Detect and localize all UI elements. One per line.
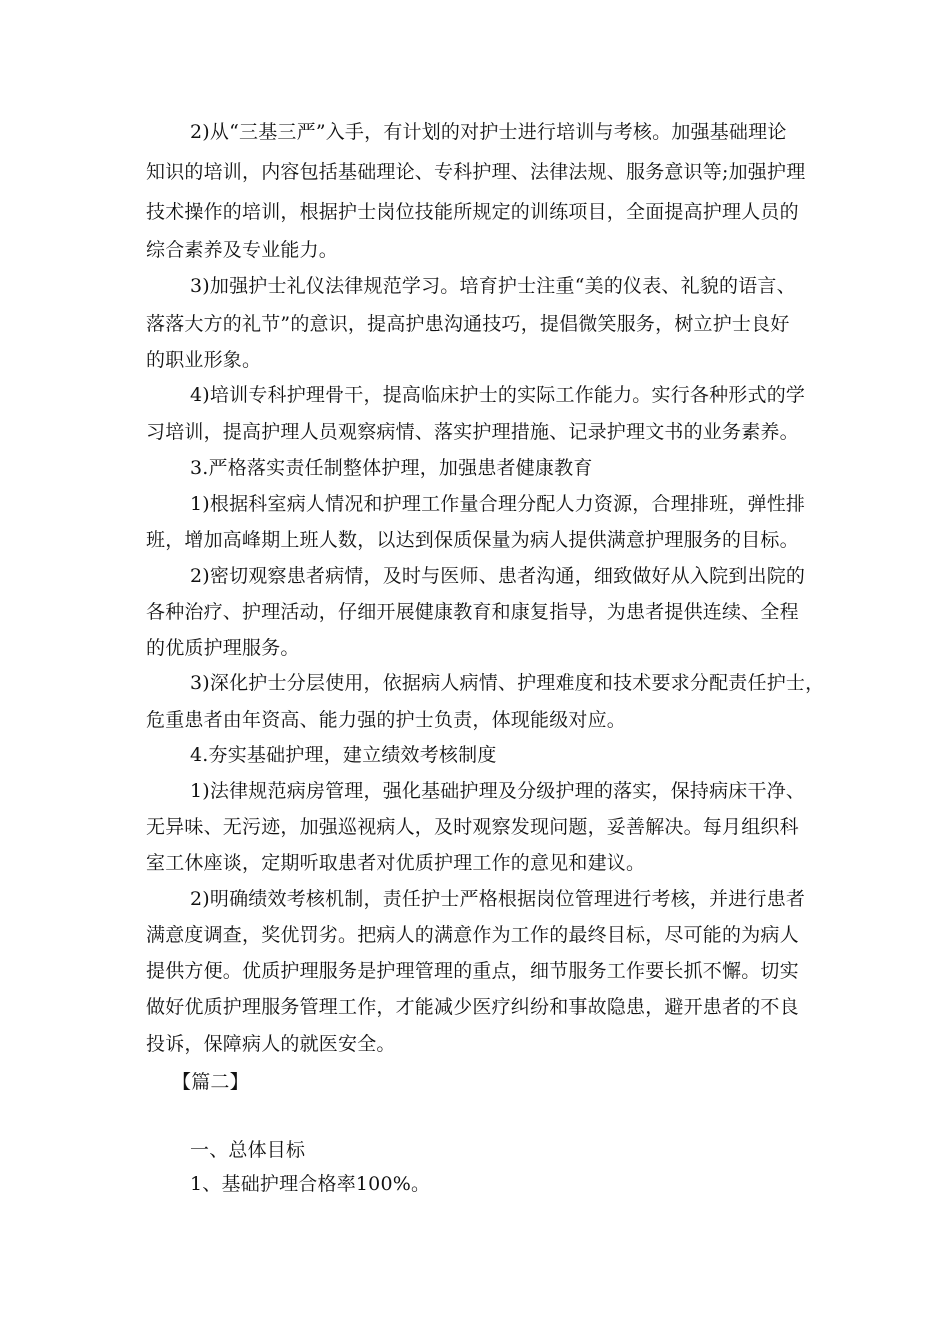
paragraph-line: 的职业形象。 [146,349,262,371]
paragraph-line: 无异味、无污迹，加强巡视病人，及时观察发现问题，妥善解决。每月组织科 [146,816,799,838]
paragraph-line: 2)从“三基三严”入手，有计划的对护士进行培训与考核。加强基础理论 [190,121,787,143]
paragraph-line: 提供方便。优质护理服务是护理管理的重点，细节服务工作要长抓不懈。切实 [146,960,799,982]
paragraph-line: 综合素养及专业能力。 [146,239,339,261]
paragraph-line: 各种治疗、护理活动，仔细开展健康教育和康复指导，为患者提供连续、全程 [146,601,799,623]
paragraph-line: 投诉，保障病人的就医安全。 [146,1033,396,1055]
paragraph-line: 班，增加高峰期上班人数，以达到保质保量为病人提供满意护理服务的目标。 [146,529,799,551]
paragraph-line: 落落大方的礼节”的意识，提高护患沟通技巧，提倡微笑服务，树立护士良好 [146,313,790,335]
paragraph-line: 1、基础护理合格率100%。 [190,1173,431,1195]
paragraph-line: 1)法律规范病房管理，强化基础护理及分级护理的落实，保持病床干净、 [190,780,806,802]
section-heading: 4.夯实基础护理，建立绩效考核制度 [190,744,497,766]
section-heading: 一、总体目标 [190,1139,306,1161]
part-heading: 【篇二】 [172,1071,249,1093]
paragraph-line: 危重患者由年资高、能力强的护士负责，体现能级对应。 [146,709,627,731]
paragraph-line: 1)根据科室病人情况和护理工作量合理分配人力资源，合理排班，弹性排 [190,493,806,515]
paragraph-line: 2)明确绩效考核机制，责任护士严格根据岗位管理进行考核，并进行患者 [190,888,806,910]
paragraph-line: 做好优质护理服务管理工作，才能减少医疗纠纷和事故隐患，避开患者的不良 [146,996,799,1018]
paragraph-line: 2)密切观察患者病情，及时与医师、患者沟通，细致做好从入院到出院的 [190,565,806,587]
paragraph-line: 技术操作的培训，根据护士岗位技能所规定的训练项目，全面提高护理人员的 [146,201,799,223]
paragraph-line: 知识的培训，内容包括基础理论、专科护理、法律法规、服务意识等;加强护理 [146,161,806,183]
paragraph-line: 3)深化护士分层使用，依据病人病情、护理难度和技术要求分配责任护士， [190,672,825,694]
section-heading: 3.严格落实责任制整体护理，加强患者健康教育 [190,457,593,479]
paragraph-line: 习培训，提高护理人员观察病情、落实护理措施、记录护理文书的业务素养。 [146,421,799,443]
paragraph-line: 室工休座谈，定期听取患者对优质护理工作的意见和建议。 [146,852,646,874]
paragraph-line: 4)培训专科护理骨干，提高临床护士的实际工作能力。实行各种形式的学 [190,384,806,406]
paragraph-line: 的优质护理服务。 [146,637,300,659]
paragraph-line: 满意度调查，奖优罚劣。把病人的满意作为工作的最终目标，尽可能的为病人 [146,924,799,946]
paragraph-line: 3)加强护士礼仪法律规范学习。培育护士注重“美的仪表、礼貌的语言、 [190,275,796,297]
